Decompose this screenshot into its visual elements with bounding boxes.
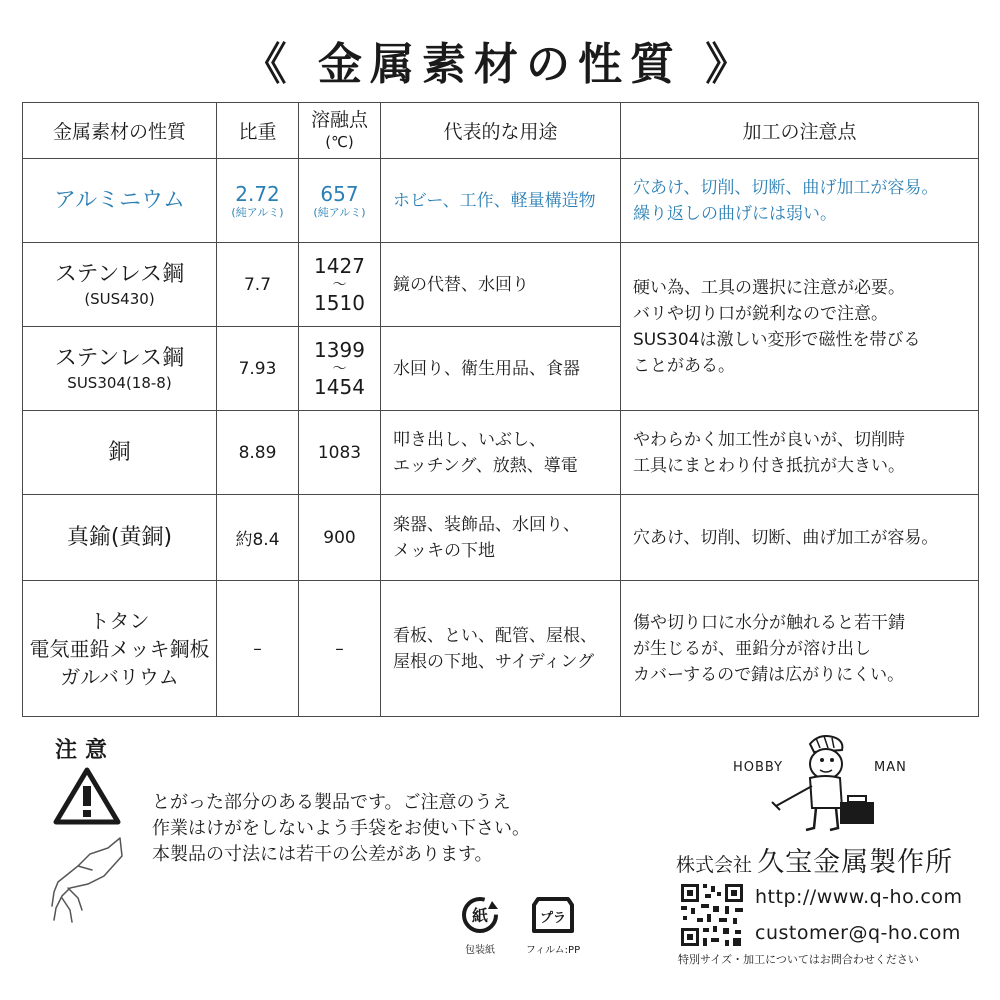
melting-sep: ～ [332,360,347,377]
table-row-sus430 [23,243,979,327]
cell-gravity: 8.89 [217,411,299,495]
cell-name [23,243,217,327]
cell-uses: 楽器、装飾品、水回り、 メッキの下地 [381,495,621,581]
qr-code-icon[interactable] [679,882,745,948]
melting-top: 1399 [314,337,365,362]
name-label: ステンレス鋼 [54,261,185,287]
cell-uses: ホビー、工作、軽量構造物 [381,159,621,243]
melting-note: (純アルミ) [313,206,366,219]
cell-notes-stainless: 硬い為、工具の選択に注意が必要。 バリや切り口が鋭利なので注意。 SUS304は激しい変形で磁性を帯びる ことがある。 [621,243,979,411]
company-name-block [676,840,953,879]
header-melting [299,103,381,159]
table-row-brass [23,495,979,581]
header-melting-unit: (℃) [325,133,354,151]
hobbyman-mascot-icon [770,730,880,835]
paper-label: 包装紙 [465,945,495,956]
cell-melting [299,243,381,327]
name-sub: SUS304(18-8) [67,373,172,392]
header-uses: 代表的な用途 [381,103,621,159]
plastic-recycle-mark [518,895,588,956]
company-name: 久宝金属製作所 [757,847,954,878]
cell-uses: 看板、とい、配管、屋根、 屋根の下地、サイディング [381,581,621,717]
cell-notes: やわらかく加工性が良いが、切削時 工具にまとわり付き抵抗が大きい。 [621,411,979,495]
cell-name: 銅 [23,411,217,495]
name-sub: (SUS430) [84,289,155,308]
melting-sep: ～ [332,276,347,293]
table-header-row [23,103,979,159]
paper-recycle-mark [458,895,502,956]
gravity-note: (純アルミ) [231,206,284,219]
cell-melting: 900 [299,495,381,581]
page-title: 《 金属素材の性質 》 [242,39,758,90]
caution-line: 作業はけがをしないよう手袋をお使い下さい。 [152,818,530,839]
cell-melting [299,159,381,243]
cell-gravity: 約8.4 [217,495,299,581]
caution-line: 本製品の寸法には若干の公差があります。 [152,844,493,865]
cell-melting [299,327,381,411]
caution-text [152,790,530,868]
table-row-copper [23,411,979,495]
cell-uses: 水回り、衛生用品、食器 [381,327,621,411]
melting-top: 1427 [314,253,365,278]
melting-bottom: 1510 [314,290,365,315]
gravity-value: 2.72 [235,182,280,206]
header-melting-label: 溶融点 [310,109,368,131]
caution-line: とがった部分のある製品です。ご注意のうえ [152,792,511,813]
company-type: 株式会社 [676,854,753,876]
brand-hobby: HOBBY [733,760,784,775]
cell-melting: – [299,581,381,717]
table-row-aluminum [23,159,979,243]
table-row-tin [23,581,979,717]
header-name: 金属素材の性質 [23,103,217,159]
plastic-label: フィルム:PP [525,945,581,956]
email-link[interactable]: customer@q-ho.com [755,922,961,944]
brand-man: MAN [874,760,907,775]
paper-mark-text: 紙 [471,906,489,925]
cell-uses: 鏡の代替、水回り [381,243,621,327]
cell-gravity: 7.7 [217,243,299,327]
cell-notes: 穴あけ、切削、切断、曲げ加工が容易。 繰り返しの曲げには弱い。 [621,159,979,243]
plastic-mark-text: プラ [539,911,567,926]
cell-notes: 傷や切り口に水分が触れると若干錆 が生じるが、亜鉛分が溶け出し カバーするので錆は広がりにくい。 [621,581,979,717]
melting-value: 657 [320,182,359,206]
cell-gravity: 7.93 [217,327,299,411]
warning-triangle-icon [52,766,122,826]
special-order-note: 特別サイズ・加工についてはお問合わせください [678,953,919,966]
metal-properties-table [22,102,979,717]
paper-recycle-icon [460,895,500,935]
cell-uses: 叩き出し、いぶし、 エッチング、放熱、導電 [381,411,621,495]
header-gravity: 比重 [217,103,299,159]
cell-name: アルミニウム [23,159,217,243]
plastic-recycle-icon [530,895,576,935]
melting-bottom: 1454 [314,374,365,399]
cell-name [23,327,217,411]
caution-heading: 注意 [55,738,116,763]
name-label: ステンレス鋼 [54,345,185,371]
website-link[interactable]: http://www.q-ho.com [755,886,963,908]
cell-gravity: – [217,581,299,717]
cell-name: トタン 電気亜鉛メッキ鋼板 ガルバリウム [23,581,217,717]
header-notes: 加工の注意点 [621,103,979,159]
cell-notes: 穴あけ、切削、切断、曲げ加工が容易。 [621,495,979,581]
cell-melting: 1083 [299,411,381,495]
cell-gravity [217,159,299,243]
glove-icon [48,836,128,926]
cell-name: 真鍮(黄銅) [23,495,217,581]
